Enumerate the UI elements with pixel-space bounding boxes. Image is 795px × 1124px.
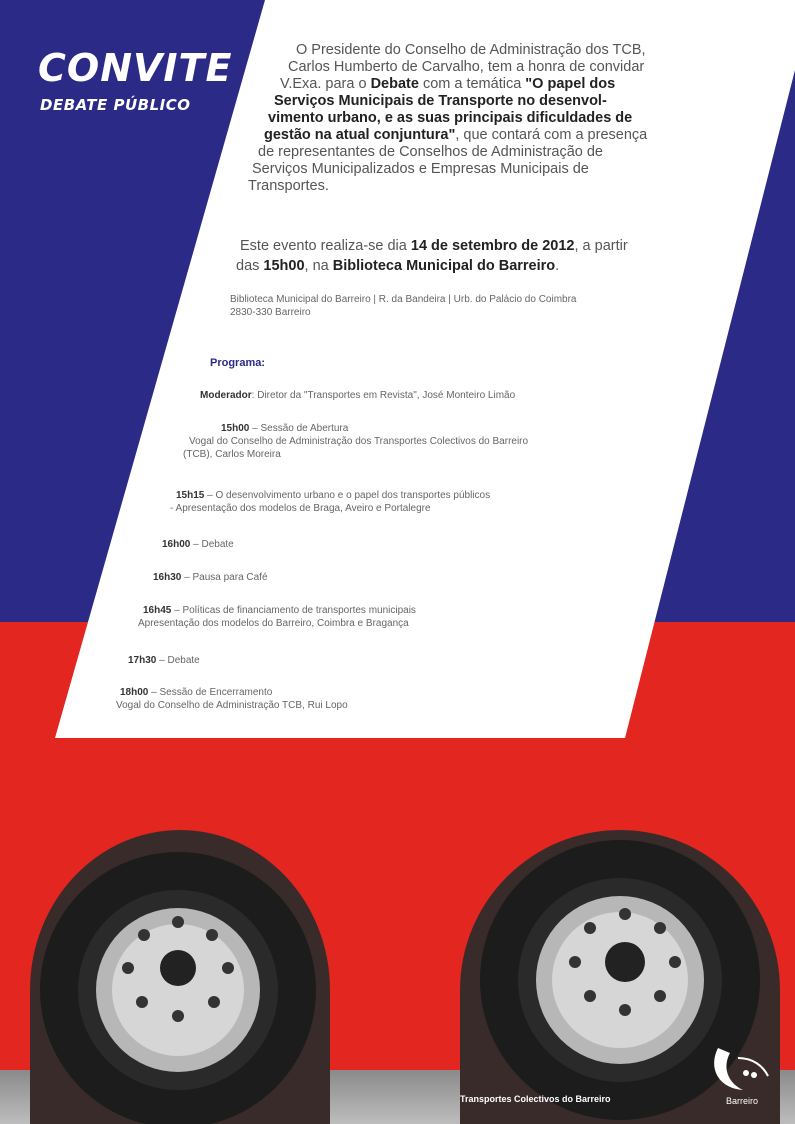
programme-item: 16h30 – Pausa para Café bbox=[153, 572, 268, 583]
programme-item: 16h45 – Políticas de financiamento de transportes municipais Apresentação dos modelos do Barreiro, Coimbra e Bragança bbox=[138, 605, 416, 629]
footer-org: Transportes Colectivos do Barreiro bbox=[460, 1094, 611, 1104]
address-line: 2830-330 Barreiro bbox=[230, 307, 311, 318]
programme-item: 16h00 – Debate bbox=[162, 539, 234, 550]
intro-line: V.Exa. para o Debate com a temática "O papel dos bbox=[280, 76, 616, 92]
event-line: Este evento realiza-se dia 14 de setembro de 2012, a partir bbox=[240, 238, 628, 254]
venue-address bbox=[230, 293, 690, 319]
event-line: das 15h00, na Biblioteca Municipal do Barreiro. bbox=[236, 258, 560, 274]
event-details bbox=[236, 236, 710, 276]
intro-line: vimento urbano, e as suas principais dificuldades de bbox=[268, 110, 633, 126]
programme-item: 17h30 – Debate bbox=[128, 655, 200, 666]
intro-line: de representantes de Conselhos de Administração de bbox=[258, 144, 603, 160]
intro-line: Carlos Humberto de Carvalho, tem a honra de convidar bbox=[288, 59, 645, 75]
moderator-line: Moderador: Diretor da "Transportes em Revista", José Monteiro Limão bbox=[200, 390, 516, 401]
svg-text:Barreiro: Barreiro bbox=[726, 1096, 759, 1106]
intro-line: O Presidente do Conselho de Administração dos TCB, bbox=[296, 42, 646, 58]
barreiro-logo-icon bbox=[698, 1018, 778, 1108]
intro-line: gestão na atual conjuntura", que contará com a presença bbox=[264, 127, 648, 143]
wheel-left bbox=[40, 852, 316, 1124]
programme-label: Programa: bbox=[210, 357, 266, 369]
intro-line: Transportes. bbox=[248, 178, 329, 194]
intro-line: Serviços Municipais de Transporte no desenvol- bbox=[274, 93, 607, 109]
invitation-title: CONVITE bbox=[38, 46, 233, 90]
address-line: Biblioteca Municipal do Barreiro | R. da Bandeira | Urb. do Palácio do Coimbra bbox=[230, 294, 577, 305]
invitation-subtitle: DEBATE PÚBLICO bbox=[40, 96, 191, 114]
programme-item: 18h00 – Sessão de Encerramento Vogal do Conselho de Administração TCB, Rui Lopo bbox=[116, 687, 348, 711]
programme-item: 15h15 – O desenvolvimento urbano e o papel dos transportes públicos - Apresentação dos modelos de Braga, Aveiro e Portalegre bbox=[170, 490, 491, 514]
bus-wheels bbox=[0, 790, 795, 1124]
invitation-intro bbox=[248, 42, 728, 195]
programme-item: 15h00 – Sessão de Abertura Vogal do Conselho de Administração dos Transportes Colectivos do Barreiro (TCB), Carlos Moreira bbox=[183, 423, 529, 460]
intro-line: Serviços Municipalizados e Empresas Municipais de bbox=[252, 161, 589, 177]
